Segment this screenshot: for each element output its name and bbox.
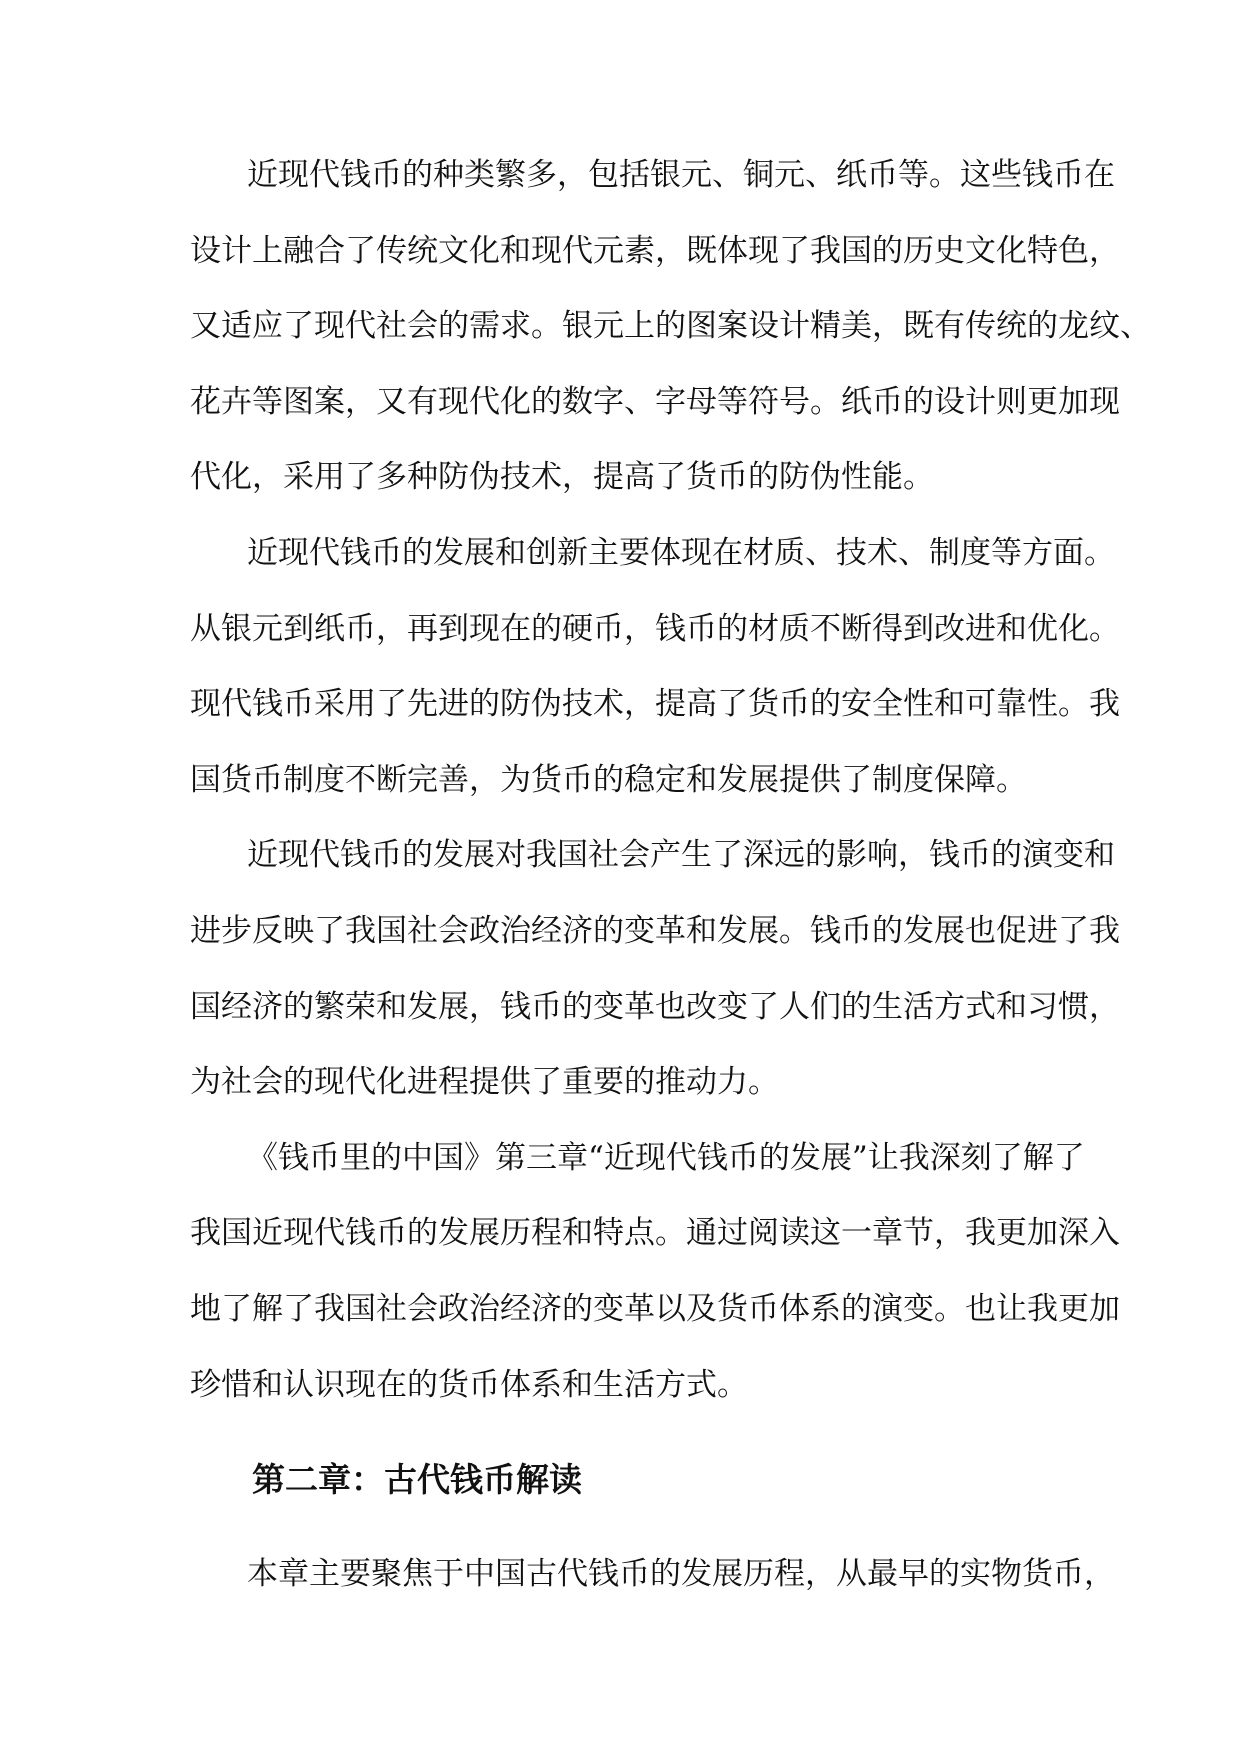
paragraph-2-line-3: 现代钱币采用了先进的防伪技术，提高了货币的安全性和可靠性。我 — [190, 686, 1120, 723]
paragraph-4-line-2: 我国近现代钱币的发展历程和特点。通过阅读这一章节，我更加深入 — [190, 1215, 1120, 1252]
paragraph-1-line-3: 又适应了现代社会的需求。银元上的图案设计精美，既有传统的龙纹、 — [190, 308, 1151, 345]
paragraph-1-line-2: 设计上融合了传统文化和现代元素，既体现了我国的历史文化特色， — [190, 232, 1120, 269]
paragraph-3-line-1: 近现代钱币的发展对我国社会产生了深远的影响，钱币的演变和 — [247, 837, 1115, 874]
paragraph-1-line-4: 花卉等图案，又有现代化的数字、字母等符号。纸币的设计则更加现 — [190, 383, 1120, 420]
paragraph-3-line-4: 为社会的现代化进程提供了重要的推动力。 — [190, 1064, 779, 1101]
paragraph-2-line-2: 从银元到纸币，再到现在的硬币，钱币的材质不断得到改进和优化。 — [190, 610, 1120, 647]
paragraph-1-line-1: 近现代钱币的种类繁多，包括银元、铜元、纸币等。这些钱币在 — [247, 157, 1115, 193]
paragraph-3-line-2: 进步反映了我国社会政治经济的变革和发展。钱币的发展也促进了我 — [190, 912, 1120, 949]
paragraph-2-line-4: 国货币制度不断完善，为货币的稳定和发展提供了制度保障。 — [190, 761, 1027, 798]
chapter-heading: 第二章：古代钱币解读 — [252, 1460, 582, 1499]
final-paragraph — [190, 1537, 1115, 1613]
paragraph-4-line-4: 珍惜和认识现在的货币体系和生活方式。 — [190, 1366, 748, 1403]
paragraph-3-line-3: 国经济的繁荣和发展，钱币的变革也改变了人们的生活方式和习惯， — [190, 988, 1120, 1025]
paragraph-4-line-3: 地了解了我国社会政治经济的变革以及货币体系的演变。也让我更加 — [190, 1290, 1120, 1327]
paragraph-1-line-5: 代化，采用了多种防伪技术，提高了货币的防伪性能。 — [190, 459, 934, 496]
body-text — [190, 138, 1151, 1423]
paragraph-4-line-1: 《钱币里的中国》第三章“近现代钱币的发展”让我深刻了解了 — [247, 1139, 1085, 1176]
paragraph-2-line-1: 近现代钱币的发展和创新主要体现在材质、技术、制度等方面。 — [247, 534, 1115, 571]
final-paragraph-line-1: 本章主要聚焦于中国古代钱币的发展历程，从最早的实物货币， — [247, 1556, 1115, 1592]
